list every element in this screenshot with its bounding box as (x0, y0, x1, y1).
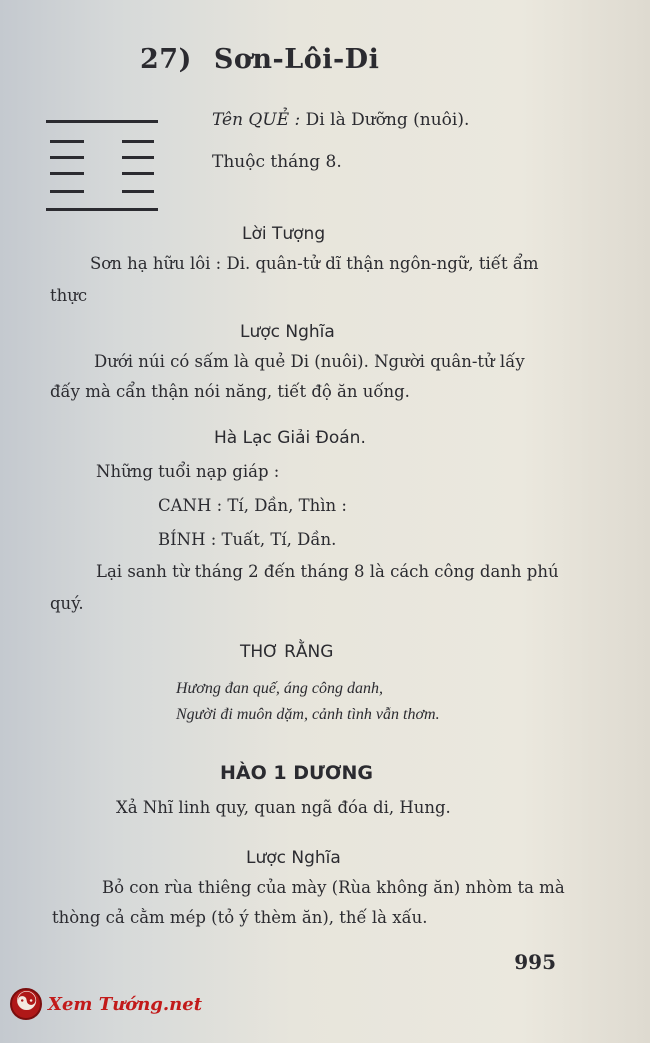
poem-line-2: Người đi muôn dặm, cảnh tình vẫn thơm. (176, 706, 440, 723)
loi-tuong-line-1: Sơn hạ hữu lôi : Di. quân-tử dĩ thận ngôn-ngữ, tiết ẩm (90, 254, 539, 273)
hexagram-line-bottom-solid (46, 208, 158, 211)
ten-que-value: Di là Dưỡng (nuôi). (305, 110, 470, 130)
brand-name: Xem Tướng.net (48, 993, 203, 1015)
hexagram-line-broken-right (122, 156, 154, 159)
hexagram-line-broken-right (122, 140, 154, 143)
hexagram-symbol (46, 118, 158, 218)
page-number: 995 (514, 950, 556, 974)
hexagram-line-broken-left (50, 140, 84, 143)
luoc-nghia-1-line-2: đấy mà cẩn thận nói năng, tiết độ ăn uống. (50, 382, 410, 401)
hexagram-line-top-solid (46, 120, 158, 123)
luoc-nghia-2-line-2: thòng cả cằm mép (tỏ ý thèm ăn), thế là xấu. (52, 908, 428, 927)
ha-lac-line-2: quý. (50, 594, 84, 613)
nap-giap-canh: CANH : Tí, Dần, Thìn : (158, 496, 347, 515)
site-logo[interactable] (10, 988, 202, 1020)
hexagram-line-broken-left (50, 156, 84, 159)
yin-yang-icon (10, 988, 42, 1020)
heading-hao-1: HÀO 1 DƯƠNG (220, 762, 373, 784)
hexagram-line-broken-right (122, 172, 154, 175)
heading-luoc-nghia-2: Lược Nghĩa (246, 848, 341, 868)
heading-ha-lac: Hà Lạc Giải Đoán. (214, 428, 366, 448)
hexagram-line-broken-right (122, 190, 154, 193)
thuoc-thang: Thuộc tháng 8. (212, 152, 342, 172)
poem-line-1: Hương đan quế, áng công danh, (176, 680, 384, 697)
heading-tho-rang: THƠ RẰNG (240, 642, 334, 662)
chapter-number: 27) (140, 44, 192, 75)
loi-tuong-line-2: thực (50, 286, 88, 305)
heading-loi-tuong: Lời Tượng (242, 224, 326, 244)
luoc-nghia-1-line-1: Dưới núi có sấm là quẻ Di (nuôi). Người quân-tử lấy (94, 352, 525, 371)
nap-giap-binh: BÍNH : Tuất, Tí, Dần. (158, 530, 337, 549)
luoc-nghia-2-line-1: Bỏ con rùa thiêng của mày (Rùa không ăn) nhòm ta mà (102, 878, 565, 897)
heading-luoc-nghia-1: Lược Nghĩa (240, 322, 335, 342)
hexagram-line-broken-left (50, 190, 84, 193)
ten-que-line (212, 110, 469, 130)
chapter-title (140, 44, 379, 75)
chapter-name: Sơn-Lôi-Di (213, 44, 380, 75)
hao-1-line: Xả Nhĩ linh quy, quan ngã đóa di, Hung. (116, 798, 451, 817)
hexagram-line-broken-left (50, 172, 84, 175)
ten-que-label: Tên QUẺ : (212, 110, 301, 130)
ha-lac-line-1: Lại sanh từ tháng 2 đến tháng 8 là cách công danh phú (96, 562, 559, 581)
nap-giap-intro: Những tuổi nạp giáp : (96, 462, 280, 481)
